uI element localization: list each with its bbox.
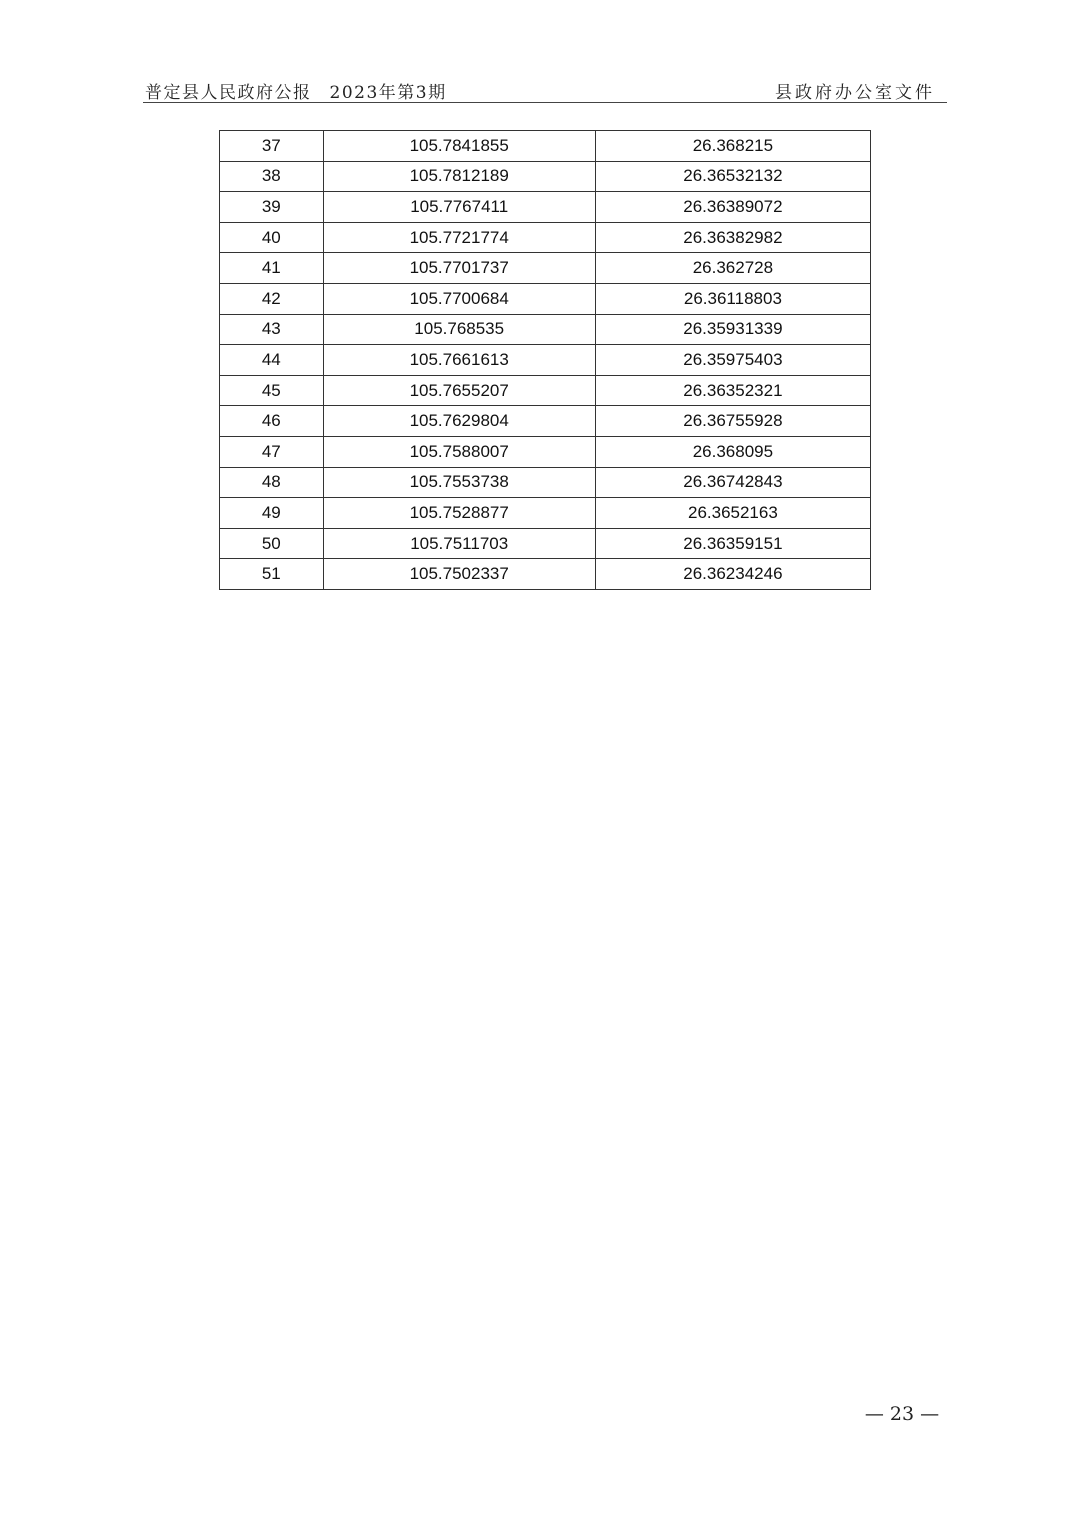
table-row: [220, 253, 871, 284]
longitude-cell: 105.7511703: [323, 528, 595, 559]
point-index-cell: 50: [220, 528, 324, 559]
latitude-cell: 26.368215: [595, 131, 870, 162]
latitude-cell: 26.36234246: [595, 559, 870, 590]
header-left: [145, 78, 447, 103]
point-index-cell: 38: [220, 161, 324, 192]
longitude-cell: 105.7553738: [323, 467, 595, 498]
point-index-cell: 43: [220, 314, 324, 345]
point-index-cell: 51: [220, 559, 324, 590]
longitude-cell: 105.7528877: [323, 498, 595, 529]
longitude-cell: 105.7588007: [323, 436, 595, 467]
latitude-cell: 26.35975403: [595, 345, 870, 376]
point-index-cell: 44: [220, 345, 324, 376]
longitude-cell: 105.7701737: [323, 253, 595, 284]
latitude-cell: 26.36755928: [595, 406, 870, 437]
point-index-cell: 49: [220, 498, 324, 529]
longitude-cell: 105.7629804: [323, 406, 595, 437]
publication-title: 普定县人民政府公报: [145, 83, 312, 103]
table-row: [220, 436, 871, 467]
point-index-cell: 45: [220, 375, 324, 406]
issue-label: 2023年第3期: [329, 83, 447, 103]
longitude-cell: 105.7841855: [323, 131, 595, 162]
page-header: [143, 78, 947, 103]
latitude-cell: 26.36389072: [595, 192, 870, 223]
longitude-cell: 105.7700684: [323, 283, 595, 314]
point-index-cell: 39: [220, 192, 324, 223]
latitude-cell: 26.3652163: [595, 498, 870, 529]
longitude-cell: 105.7655207: [323, 375, 595, 406]
longitude-cell: 105.7661613: [323, 345, 595, 376]
latitude-cell: 26.36532132: [595, 161, 870, 192]
table-row: [220, 345, 871, 376]
coordinate-table-body: [220, 131, 871, 590]
table-row: [220, 161, 871, 192]
section-label: 县政府办公室文件: [775, 83, 935, 103]
latitude-cell: 26.368095: [595, 436, 870, 467]
table-row: [220, 314, 871, 345]
page-number: — 23 —: [864, 1403, 940, 1425]
longitude-cell: 105.7812189: [323, 161, 595, 192]
latitude-cell: 26.36742843: [595, 467, 870, 498]
point-index-cell: 42: [220, 283, 324, 314]
latitude-cell: 26.36382982: [595, 222, 870, 253]
point-index-cell: 37: [220, 131, 324, 162]
point-index-cell: 40: [220, 222, 324, 253]
table-row: [220, 222, 871, 253]
table-row: [220, 467, 871, 498]
table-row: [220, 131, 871, 162]
table-row: [220, 406, 871, 437]
latitude-cell: 26.35931339: [595, 314, 870, 345]
table-row: [220, 559, 871, 590]
latitude-cell: 26.36352321: [595, 375, 870, 406]
latitude-cell: 26.36359151: [595, 528, 870, 559]
point-index-cell: 46: [220, 406, 324, 437]
longitude-cell: 105.7502337: [323, 559, 595, 590]
coordinate-table: [219, 130, 871, 590]
table-row: [220, 375, 871, 406]
point-index-cell: 41: [220, 253, 324, 284]
longitude-cell: 105.768535: [323, 314, 595, 345]
table-row: [220, 283, 871, 314]
longitude-cell: 105.7721774: [323, 222, 595, 253]
point-index-cell: 47: [220, 436, 324, 467]
table-row: [220, 528, 871, 559]
table-row: [220, 192, 871, 223]
table-row: [220, 498, 871, 529]
latitude-cell: 26.362728: [595, 253, 870, 284]
point-index-cell: 48: [220, 467, 324, 498]
longitude-cell: 105.7767411: [323, 192, 595, 223]
latitude-cell: 26.36118803: [595, 283, 870, 314]
